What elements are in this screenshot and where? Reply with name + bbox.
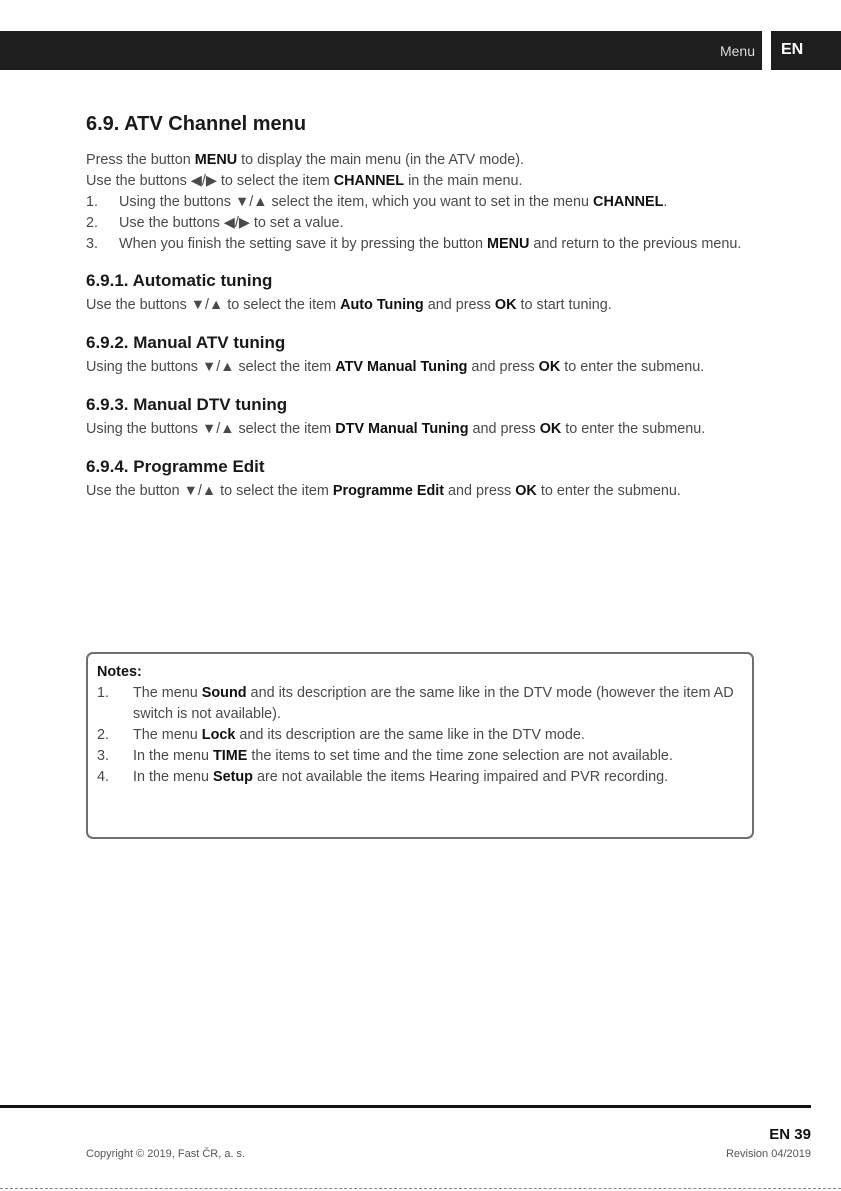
- list-item: 4. In the menu Setup are not available the items Hearing impaired and PVR recording.: [97, 769, 669, 785]
- page-number: EN 39: [769, 1126, 811, 1143]
- header-section-label: Menu: [719, 43, 755, 59]
- page-title: 6.9. ATV Channel menu: [86, 113, 307, 135]
- list-item: 1. Using the buttons ▼/▲ select the item, which you want to set in the menu CHANNEL.: [86, 194, 668, 210]
- section-text: Using the buttons ▼/▲ select the item ATV Manual Tuning and press OK to enter the submenu.: [86, 359, 705, 375]
- section-title-manual-dtv-tuning: 6.9.3. Manual DTV tuning: [86, 395, 288, 414]
- footer-divider: [0, 1105, 811, 1108]
- section-title-manual-atv-tuning: 6.9.2. Manual ATV tuning: [86, 333, 286, 352]
- list-item: 3. When you finish the setting save it by pressing the button MENU and return to the previous menu.: [86, 236, 742, 252]
- notes-title: Notes:: [97, 664, 142, 680]
- section-title-programme-edit: 6.9.4. Programme Edit: [86, 457, 265, 476]
- list-item: 2. The menu Lock and its description are the same like in the DTV mode.: [97, 727, 585, 743]
- section-title-automatic-tuning: 6.9.1. Automatic tuning: [86, 271, 273, 290]
- revision-text: Revision 04/2019: [725, 1148, 811, 1160]
- intro-line-2: Use the buttons ◀/▶ to select the item CHANNEL in the main menu.: [86, 173, 523, 189]
- steps-list: [86, 192, 756, 255]
- section-text: Using the buttons ▼/▲ select the item DTV Manual Tuning and press OK to enter the submenu.: [86, 421, 706, 437]
- page-bottom-edge: [0, 1188, 841, 1189]
- intro-line-1: Press the button MENU to display the main menu (in the ATV mode).: [86, 152, 525, 168]
- notes-list: [97, 683, 742, 788]
- language-badge: EN: [771, 31, 841, 70]
- list-item: 3. In the menu TIME the items to set time and the time zone selection are not available.: [97, 748, 673, 764]
- section-text: Use the button ▼/▲ to select the item Programme Edit and press OK to enter the submenu.: [86, 483, 681, 499]
- section-text: Use the buttons ▼/▲ to select the item Auto Tuning and press OK to start tuning.: [86, 297, 612, 313]
- list-item: 2. Use the buttons ◀/▶ to set a value.: [86, 215, 344, 231]
- header-bar: [0, 31, 762, 70]
- main-content: [86, 113, 756, 502]
- notes-box: [86, 652, 754, 839]
- list-item: 1. The menu Sound and its description are the same like in the DTV mode (however the item AD switch is not available).: [97, 685, 734, 722]
- copyright-text: Copyright © 2019, Fast ČR, a. s.: [86, 1148, 246, 1160]
